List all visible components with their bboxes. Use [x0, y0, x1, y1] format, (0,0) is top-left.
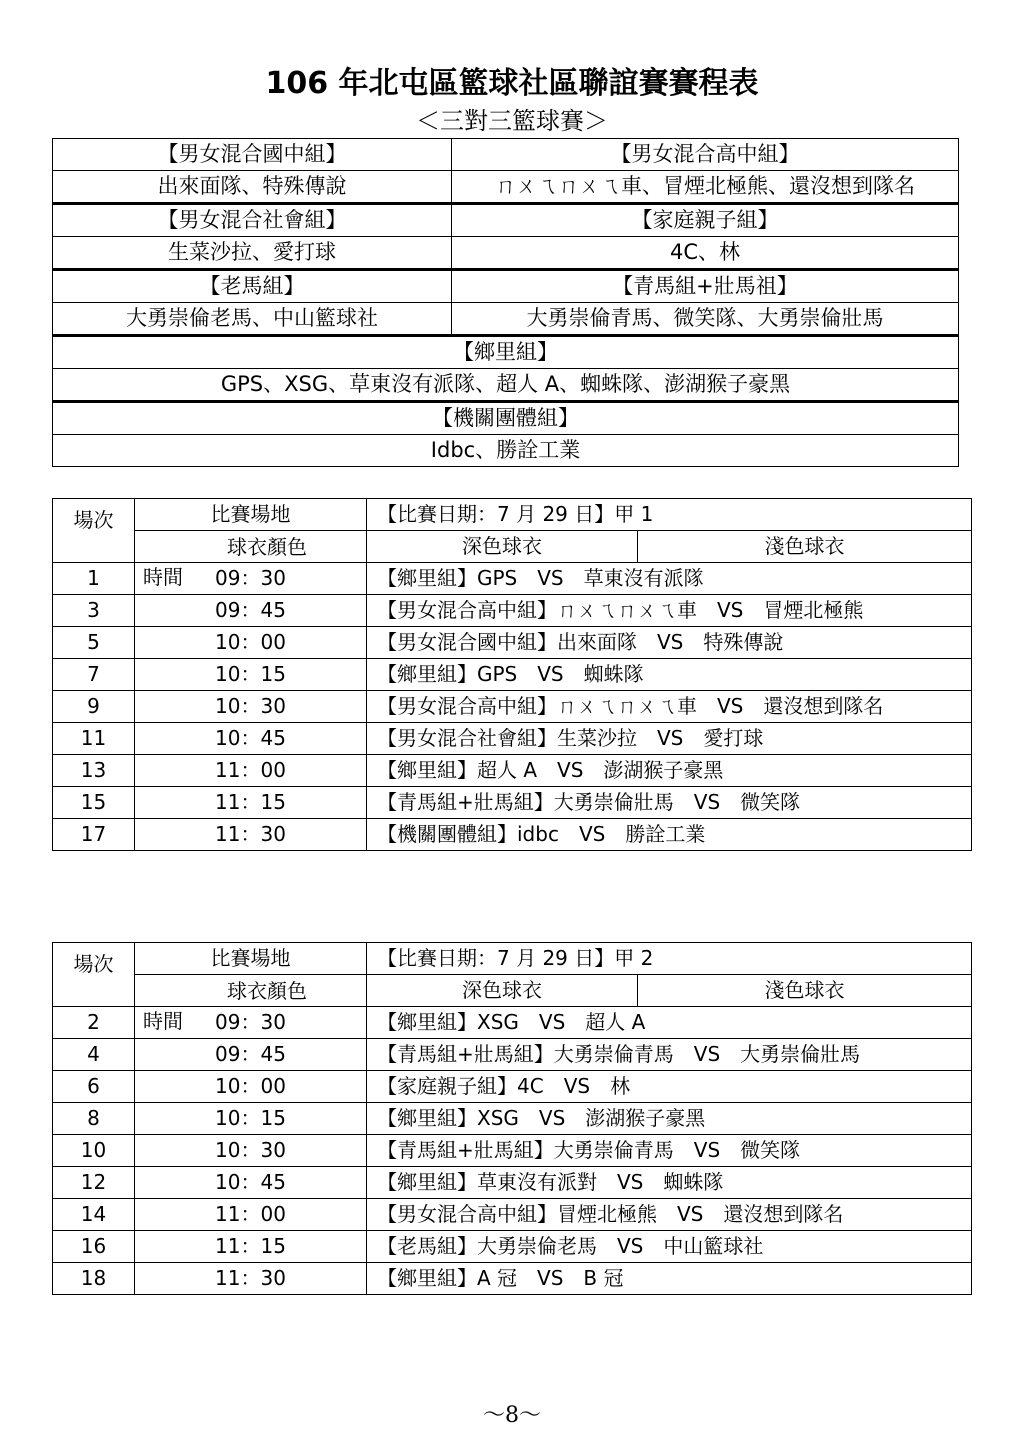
- match-time: 09：30: [135, 563, 367, 595]
- match-teams: 【老馬組】大勇崇倫老馬 VS 中山籃球社: [367, 1231, 972, 1263]
- group-label: 【鄉里組】: [53, 336, 959, 369]
- header-time: 時間: [143, 565, 183, 589]
- table-row: [53, 787, 972, 819]
- match-number: 13: [53, 755, 135, 787]
- match-number: 10: [53, 1135, 135, 1167]
- match-time: 11：15: [135, 787, 367, 819]
- match-teams: 【男女混合社會組】生菜沙拉 VS 愛打球: [367, 723, 972, 755]
- page-number: ～8～: [483, 1403, 541, 1428]
- match-teams: 【機關團體組】idbc VS 勝詮工業: [367, 819, 972, 851]
- match-teams: 【男女混合高中組】ㄇㄨㄟㄇㄨㄟ車 VS 還沒想到隊名: [367, 691, 972, 723]
- match-number: 12: [53, 1167, 135, 1199]
- page-title: 106 年北屯區籃球社區聯誼賽賽程表: [265, 66, 759, 101]
- match-teams: 【青馬組+壯馬組】大勇崇倫青馬 VS 大勇崇倫壯馬: [367, 1039, 972, 1071]
- groups-table: [52, 138, 959, 467]
- group-teams: Idbc、勝詮工業: [53, 435, 959, 467]
- header-dark-jersey: 深色球衣: [367, 531, 638, 563]
- match-number: 1: [53, 563, 135, 595]
- match-time: 10：45: [135, 1167, 367, 1199]
- match-time: 11：00: [135, 755, 367, 787]
- match-number: 7: [53, 659, 135, 691]
- table-row: [53, 723, 972, 755]
- match-teams: 【青馬組+壯馬組】大勇崇倫壯馬 VS 微笑隊: [367, 787, 972, 819]
- match-time: 09：45: [135, 595, 367, 627]
- match-time: 10：45: [135, 723, 367, 755]
- header-date: 【比賽日期：7 月 29 日】甲 2: [367, 943, 972, 975]
- table-row: [53, 1135, 972, 1167]
- match-teams: 【鄉里組】草東沒有派對 VS 蜘蛛隊: [367, 1167, 972, 1199]
- match-time: 10：30: [135, 1135, 367, 1167]
- table-row: [53, 1103, 972, 1135]
- table-row: [53, 659, 972, 691]
- match-number: 11: [53, 723, 135, 755]
- match-time: 11：30: [135, 1263, 367, 1295]
- page-subtitle: ＜三對三籃球賽＞: [416, 107, 608, 135]
- group-teams: 大勇崇倫青馬、微笑隊、大勇崇倫壯馬: [452, 303, 959, 336]
- match-number: 14: [53, 1199, 135, 1231]
- table-row: [53, 1071, 972, 1103]
- match-number: 16: [53, 1231, 135, 1263]
- table-row: [53, 755, 972, 787]
- match-time: 11：15: [135, 1231, 367, 1263]
- header-venue: 比賽場地: [135, 943, 367, 975]
- match-teams: 【鄉里組】A 冠 VS B 冠: [367, 1263, 972, 1295]
- match-time: 11：00: [135, 1199, 367, 1231]
- match-number: 3: [53, 595, 135, 627]
- match-time: 09：45: [135, 1039, 367, 1071]
- match-teams: 【男女混合高中組】冒煙北極熊 VS 還沒想到隊名: [367, 1199, 972, 1231]
- group-teams: 生菜沙拉、愛打球: [53, 237, 452, 270]
- match-time: 09：30: [135, 1007, 367, 1039]
- table-row: [53, 563, 972, 595]
- header-jersey: 球衣顏色: [227, 535, 307, 559]
- match-time: 10：15: [135, 1103, 367, 1135]
- match-number: 6: [53, 1071, 135, 1103]
- header-dark-jersey: 深色球衣: [367, 975, 638, 1007]
- group-label: 【男女混合國中組】: [53, 139, 452, 171]
- table-row: [53, 595, 972, 627]
- schedule-table-1: [52, 498, 972, 851]
- table-row: [53, 1039, 972, 1071]
- match-number: 15: [53, 787, 135, 819]
- match-teams: 【鄉里組】超人 A VS 澎湖猴子豪黑: [367, 755, 972, 787]
- table-row: [53, 1263, 972, 1295]
- group-teams: 大勇崇倫老馬、中山籃球社: [53, 303, 452, 336]
- header-light-jersey: 淺色球衣: [638, 531, 972, 563]
- match-time: 10：00: [135, 627, 367, 659]
- match-teams: 【鄉里組】XSG VS 澎湖猴子豪黑: [367, 1103, 972, 1135]
- group-label: 【老馬組】: [53, 270, 452, 303]
- group-teams: GPS、XSG、草東沒有派隊、超人 A、蜘蛛隊、澎湖猴子豪黑: [53, 369, 959, 402]
- group-label: 【男女混合社會組】: [53, 204, 452, 237]
- match-number: 5: [53, 627, 135, 659]
- table-row: [53, 1167, 972, 1199]
- header-jersey: 球衣顏色: [227, 979, 307, 1003]
- match-time: 10：30: [135, 691, 367, 723]
- table-row: [53, 1231, 972, 1263]
- match-teams: 【青馬組+壯馬組】大勇崇倫青馬 VS 微笑隊: [367, 1135, 972, 1167]
- match-teams: 【鄉里組】GPS VS 蜘蛛隊: [367, 659, 972, 691]
- table-row: [53, 691, 972, 723]
- table-row: [53, 819, 972, 851]
- match-number: 17: [53, 819, 135, 851]
- group-teams: 4C、林: [452, 237, 959, 270]
- match-teams: 【男女混合高中組】ㄇㄨㄟㄇㄨㄟ車 VS 冒煙北極熊: [367, 595, 972, 627]
- match-time: 11：30: [135, 819, 367, 851]
- header-time: 時間: [143, 1009, 183, 1033]
- group-label: 【青馬組+壯馬祖】: [452, 270, 959, 303]
- group-label: 【家庭親子組】: [452, 204, 959, 237]
- group-teams: 出來面隊、特殊傳說: [53, 171, 452, 204]
- match-number: 8: [53, 1103, 135, 1135]
- match-number: 9: [53, 691, 135, 723]
- table-row: [53, 1007, 972, 1039]
- match-number: 18: [53, 1263, 135, 1295]
- match-teams: 【鄉里組】XSG VS 超人 A: [367, 1007, 972, 1039]
- header-light-jersey: 淺色球衣: [638, 975, 972, 1007]
- table-row: [53, 1199, 972, 1231]
- group-teams: ㄇㄨㄟㄇㄨㄟ車、冒煙北極熊、還沒想到隊名: [452, 171, 959, 204]
- match-time: 10：00: [135, 1071, 367, 1103]
- header-date: 【比賽日期：7 月 29 日】甲 1: [367, 499, 972, 531]
- group-label: 【男女混合高中組】: [452, 139, 959, 171]
- match-teams: 【鄉里組】GPS VS 草東沒有派隊: [367, 563, 972, 595]
- match-number: 4: [53, 1039, 135, 1071]
- match-teams: 【家庭親子組】4C VS 林: [367, 1071, 972, 1103]
- header-venue: 比賽場地: [135, 499, 367, 531]
- match-teams: 【男女混合國中組】出來面隊 VS 特殊傳說: [367, 627, 972, 659]
- table-row: [53, 627, 972, 659]
- match-number: 2: [53, 1007, 135, 1039]
- match-time: 10：15: [135, 659, 367, 691]
- schedule-table-2: [52, 942, 972, 1295]
- header-scene: 場次: [53, 943, 135, 1007]
- header-scene: 場次: [53, 499, 135, 563]
- group-label: 【機關團體組】: [53, 402, 959, 435]
